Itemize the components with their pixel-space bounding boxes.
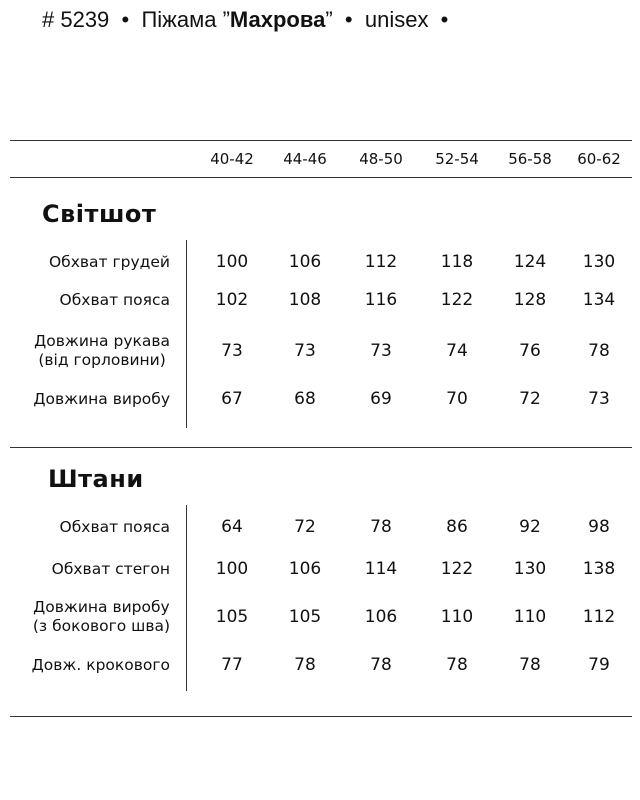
- cell-value: 106: [364, 607, 398, 627]
- row-label-line: Обхват пояса: [59, 290, 170, 309]
- cell-value: 70: [446, 389, 468, 409]
- cell-value: 72: [519, 389, 541, 409]
- row-label-line: Довж. крокового: [31, 655, 170, 674]
- cell-value: 108: [288, 290, 322, 310]
- cell-value: 122: [440, 290, 474, 310]
- cell-value: 69: [370, 389, 392, 409]
- size-header-56-58: 56-58: [508, 150, 552, 168]
- size-header-divider: [10, 177, 632, 178]
- cell-value: 92: [519, 517, 541, 537]
- row-label: [49, 253, 170, 272]
- size-header-40-42: 40-42: [210, 150, 254, 168]
- row-label: [52, 560, 170, 579]
- row-label-line: Обхват грудей: [48, 252, 170, 271]
- cell-value: 105: [288, 607, 322, 627]
- cell-value: 78: [294, 655, 316, 675]
- cell-value: 106: [288, 252, 322, 272]
- row-label-line: Обхват стегон: [51, 559, 170, 578]
- cell-value: 118: [440, 252, 474, 272]
- cell-value: 102: [215, 290, 249, 310]
- product-name: Махрова: [229, 7, 326, 32]
- row-label-line: (від горловини): [38, 351, 166, 369]
- cell-value: 112: [582, 607, 616, 627]
- cell-value: 73: [588, 389, 610, 409]
- cell-value: 98: [588, 517, 610, 537]
- row-label: [33, 390, 170, 409]
- size-header-60-62: 60-62: [577, 150, 621, 168]
- row-label: [32, 656, 170, 675]
- cell-value: 74: [446, 341, 468, 361]
- cell-value: 112: [364, 252, 398, 272]
- cell-value: 64: [221, 517, 243, 537]
- pants-label-divider: [186, 505, 187, 691]
- row-label-line: (з бокового шва): [32, 617, 170, 635]
- cell-value: 110: [440, 607, 474, 627]
- row-label-line: Довжина виробу: [33, 598, 170, 616]
- row-label-line: Довжина виробу: [33, 389, 170, 408]
- row-label: [34, 332, 170, 370]
- cell-value: 67: [221, 389, 243, 409]
- cell-value: 86: [446, 517, 468, 537]
- cell-value: 72: [294, 517, 316, 537]
- cell-value: 134: [582, 290, 616, 310]
- page-header: [42, 7, 448, 33]
- size-header-52-54: 52-54: [435, 150, 479, 168]
- section-title: Штани: [48, 465, 144, 493]
- row-label-line: Довжина рукава: [34, 332, 170, 350]
- cell-value: 73: [370, 341, 392, 361]
- cell-value: 77: [221, 655, 243, 675]
- cell-value: 130: [582, 252, 616, 272]
- row-label: [60, 291, 170, 310]
- size-header-44-46: 44-46: [283, 150, 327, 168]
- cell-value: 73: [221, 341, 243, 361]
- cell-value: 78: [446, 655, 468, 675]
- cell-value: 114: [364, 559, 398, 579]
- cell-value: 122: [440, 559, 474, 579]
- bullet: •: [121, 7, 130, 32]
- size-header-48-50: 48-50: [359, 150, 403, 168]
- top-divider: [10, 140, 632, 141]
- row-label-line: Обхват пояса: [59, 517, 170, 536]
- product-suffix: ”: [325, 7, 333, 32]
- bullet: •: [440, 7, 449, 32]
- cell-value: 124: [513, 252, 547, 272]
- product-prefix: Піжама ”: [141, 7, 230, 32]
- cell-value: 138: [582, 559, 616, 579]
- cell-value: 130: [513, 559, 547, 579]
- cell-value: 116: [364, 290, 398, 310]
- cell-value: 79: [588, 655, 610, 675]
- cell-value: 100: [215, 252, 249, 272]
- cell-value: 128: [513, 290, 547, 310]
- cell-value: 78: [370, 655, 392, 675]
- cell-value: 110: [513, 607, 547, 627]
- section-divider: [10, 447, 632, 448]
- cell-value: 76: [519, 341, 541, 361]
- cell-value: 68: [294, 389, 316, 409]
- bullet: •: [344, 7, 353, 32]
- section-title: Світшот: [42, 200, 157, 228]
- cell-value: 78: [370, 517, 392, 537]
- row-label: [33, 598, 170, 636]
- cell-value: 73: [294, 341, 316, 361]
- row-label: [60, 518, 170, 537]
- sweatshirt-label-divider: [186, 240, 187, 428]
- cell-value: 78: [519, 655, 541, 675]
- cell-value: 106: [288, 559, 322, 579]
- cell-value: 105: [215, 607, 249, 627]
- product-code: # 5239: [42, 7, 110, 32]
- bottom-divider: [10, 716, 632, 717]
- cell-value: 100: [215, 559, 249, 579]
- cell-value: 78: [588, 341, 610, 361]
- gender-label: unisex: [364, 7, 429, 32]
